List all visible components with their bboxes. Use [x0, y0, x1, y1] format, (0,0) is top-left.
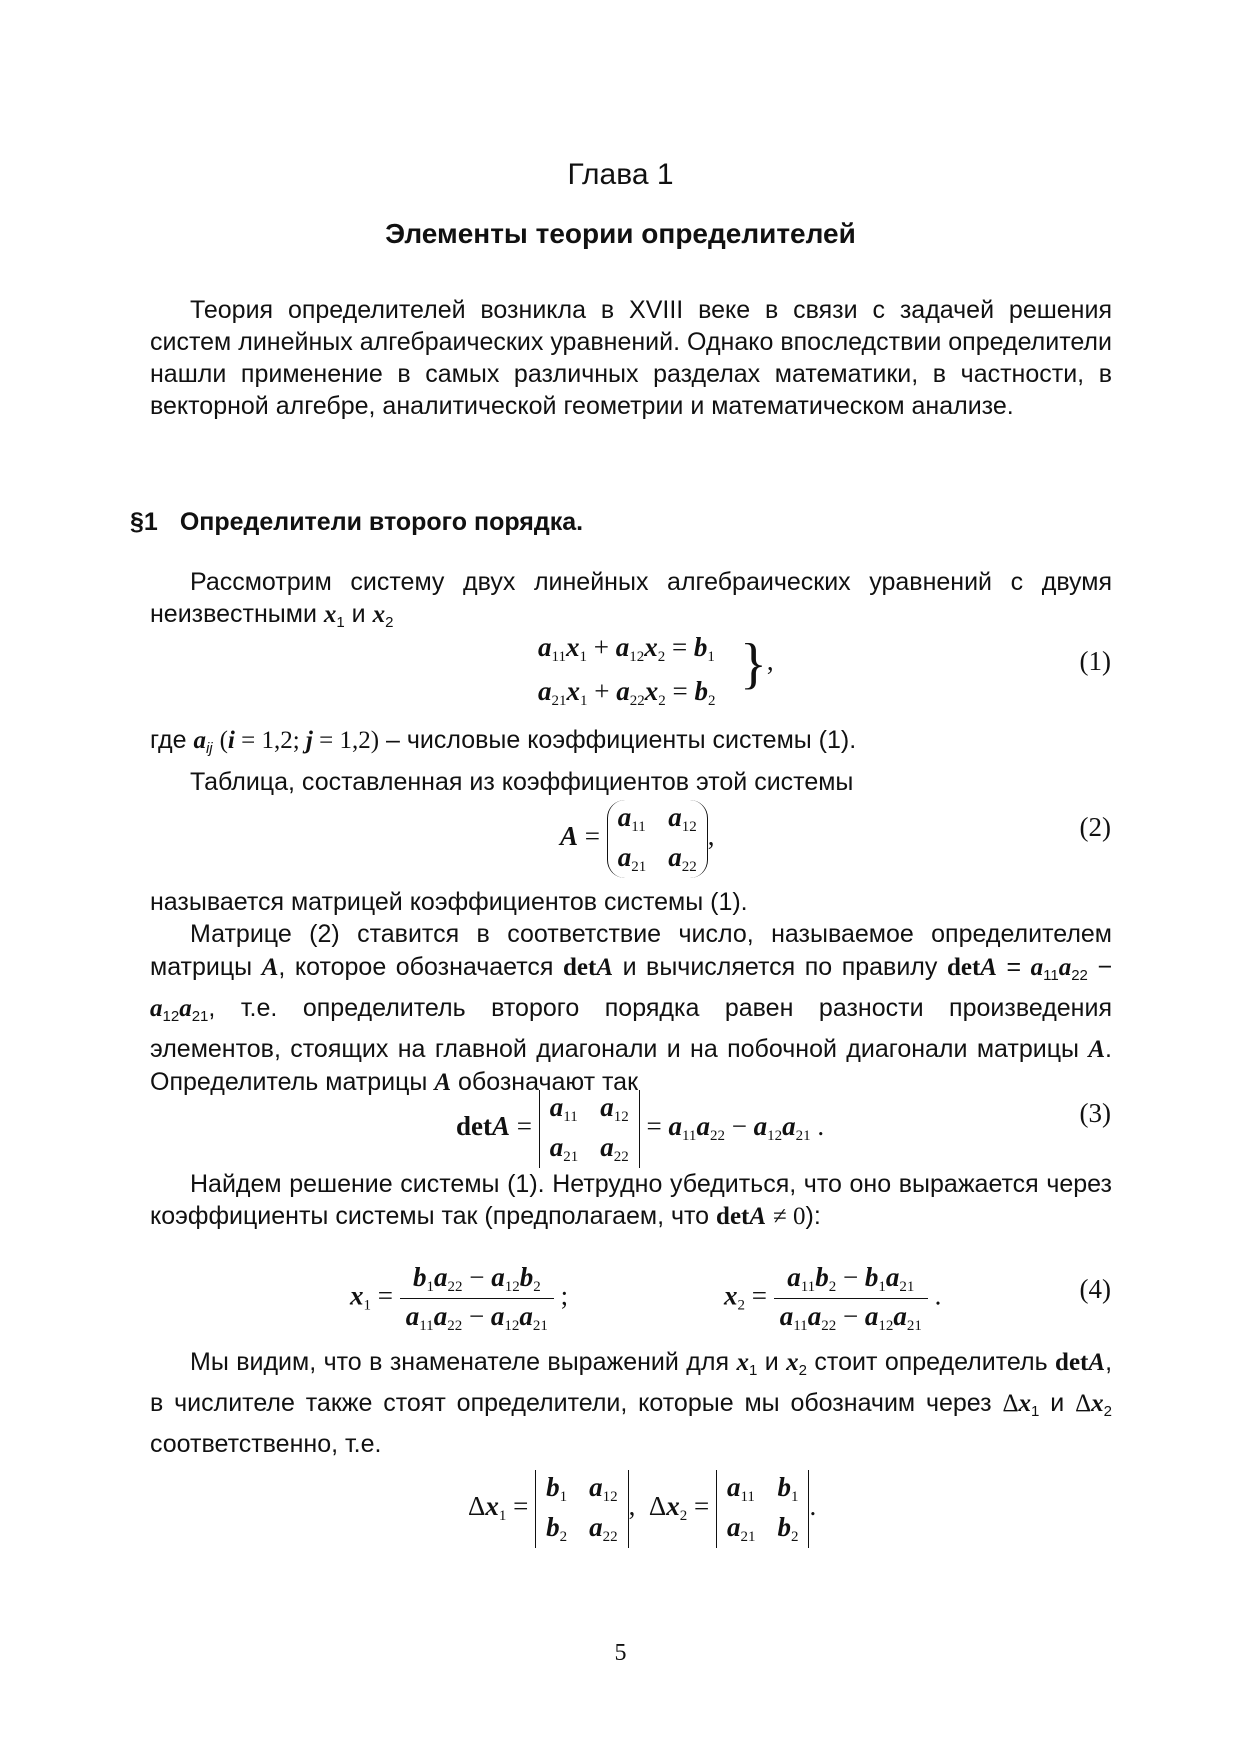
text: соответственно, т.е.	[150, 1430, 382, 1458]
paragraph-deltas: Мы видим, что в знаменателе выражений для $x_1$ и $x_2$ стоит определитель detA, в числителе также стоят определители, которые мы обозначим через $\Delta x_1$ и $\Delta x_2$ соответственно, т.е.	[150, 1348, 1113, 1458]
paragraph-matrix: называется матрицей коэффициентов системы (1).	[150, 888, 748, 916]
text: и	[351, 600, 366, 628]
chapter-heading: Глава 1	[567, 158, 674, 191]
solution-x1: $x_1$ = $\frac{b_1a_{22} - a_{12}b_2}{a_{11}a_{22} - a_{12}a_{21}}$ ;	[350, 1262, 569, 1334]
text: , т.е. определитель второго порядка равен разности произведения элементов, стоящих на главной диагонали и на побочной диагонали матрицы	[150, 994, 1112, 1063]
page-number: 5	[614, 1640, 627, 1666]
matrix-a: A = $a_{11}$ $a_{12}$ $a_{21}$ $a_{22}$ ,	[560, 800, 715, 878]
paragraph-table: Таблица, составленная из коэффициентов этой системы	[190, 768, 854, 796]
delta-determinants: $\Delta x_1$ = $b_1$ $a_{12}$ $b_2$ $a_{22}$ , $\Delta x_2$ = $a_{11}$ $b_1$ $a_{21}$ $b_2$ .	[468, 1470, 816, 1548]
text: , в числителе также стоят определители, которые мы обозначим через	[150, 1348, 1113, 1417]
paragraph-coefficients: где $a_{ij}$ (i = 1,2; j = 1,2) – числовые коэффициенты системы (1).	[150, 726, 857, 757]
equation-number: (3)	[1079, 1098, 1111, 1128]
text: обозначают так	[458, 1068, 639, 1096]
determinant-formula: detA = $a_{11}$ $a_{12}$ $a_{21}$ $a_{22}$ = $a_{11}a_{22} - a_{12}a_{21}$ .	[456, 1090, 824, 1168]
paragraph-system: Рассмотрим систему двух линейных алгебраических уравнений с двумя неизвестными $x_1$ и $x_2$	[150, 568, 1112, 631]
text: и вычисляется по правилу	[622, 953, 938, 981]
section-title: Определители второго порядка.	[179, 508, 584, 536]
text: Мы видим, что в знаменателе выражений для	[190, 1348, 729, 1376]
equation-number: (1)	[1079, 646, 1111, 676]
text: и	[1050, 1389, 1065, 1417]
section-number: §1	[130, 508, 158, 536]
text: и	[764, 1348, 779, 1376]
chapter-title: Элементы теории определителей	[385, 218, 856, 249]
text: Найдем решение системы (1). Нетрудно убедиться, что оно выражается через коэффициенты системы так (предполагаем, что	[150, 1170, 1112, 1230]
text: стоит определитель	[814, 1348, 1048, 1376]
paragraph-determinant: Матрице (2) ставится в соответствие число, называемое определителем матрицы A, которое обозначается detA и вычисляется по правилу $\det A = a_{11}a_{22} - a_{12}a_{21}$, т.е. определитель второго порядка равен разности произведения элементов, стоящих на главной диагонали и на побочной диагонали матрицы A. Определитель матрицы A обозначают так	[150, 920, 1113, 1096]
text: где	[150, 726, 187, 754]
text: , которое обозначается	[278, 953, 554, 981]
equation-number: (2)	[1079, 812, 1111, 842]
equation-system: $a_{11}x_1 + a_{12}x_2 = b_1$ $a_{21}x_1 + a_{22}x_2 = b_2$	[538, 632, 716, 709]
text: Рассмотрим систему двух линейных алгебраических уравнений с двумя неизвестными	[150, 568, 1112, 628]
intro-paragraph: Теория определителей возникла в XVIII веке в связи с задачей решения систем линейных алгебраических уравнений. Однако впоследствии определители нашли применение в самых различных разделах математики, в частности, в векторной алгебре, аналитической геометрии и математическом анализе.	[150, 296, 1112, 420]
solution-x2: $x_2$ = $\frac{a_{11}b_2 - b_1a_{21}}{a_{11}a_{22} - a_{12}a_{21}}$ .	[724, 1262, 942, 1334]
section-heading	[130, 508, 605, 537]
text: Матрице (2) ставится в соответствие число, называемое определителем матрицы	[150, 920, 1112, 981]
text: . Определитель матрицы	[150, 1035, 1112, 1096]
brace: },	[740, 633, 774, 695]
equation-number: (4)	[1079, 1274, 1111, 1304]
text: числовые коэффициенты системы (1).	[406, 726, 857, 754]
paragraph-solution: Найдем решение системы (1). Нетрудно убедиться, что оно выражается через коэффициенты системы так (предполагаем, что detA ≠ 0):	[150, 1170, 1112, 1230]
